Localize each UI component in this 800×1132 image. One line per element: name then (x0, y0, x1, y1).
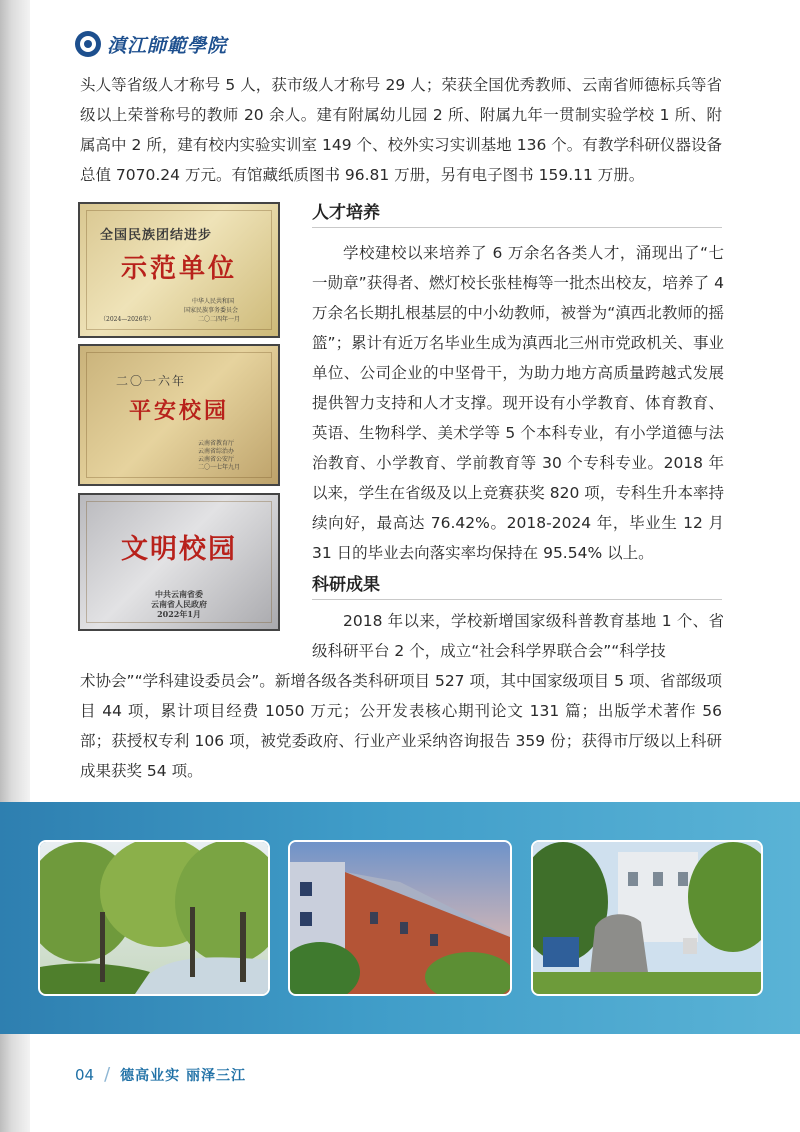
plaque-issuer: 中共云南省委 (155, 589, 203, 599)
campus-photo-stone-monument (531, 840, 763, 996)
plaque-date: 2022年1月 (157, 609, 201, 619)
footer-slogan: 德高业实 丽泽三江 (120, 1067, 247, 1084)
university-seal-icon (75, 31, 101, 57)
plaque-issuer: 中华人民共和国 (192, 298, 235, 305)
plaque-date: 二〇一七年九月 (198, 464, 241, 471)
plaque-date: 二〇二四年一月 (198, 316, 241, 323)
plaque-issuer: 云南省公安厅 (198, 456, 235, 463)
research-section-heading: 科研成果 (312, 570, 722, 600)
plaque-safe-campus (78, 344, 280, 486)
page-footer (75, 1064, 246, 1085)
plaque-title: 平安校园 (128, 398, 229, 424)
plaque-issuer: 云南省人民政府 (151, 599, 207, 609)
plaque-ethnic-unity (78, 202, 280, 338)
research-section-body-continued: 术协会”“学科建设委员会”。新增各级各类科研项目 527 项，其中国家级项目 5 项、省部级项目 44 项，累计项目经费 1050 万元；公开发表核心期刊论文 131 篇；出版学术著作 56 部；获授权专利 106 项，被党委政府、行业产业采纳咨询报告 359 份；获得市厅级以上科研成果获奖 54 项。 (80, 672, 722, 780)
university-logo-text: 滇江師範學院 (107, 34, 228, 57)
talent-section-body: 学校建校以来培养了 6 万余名各类人才，涌现出了“七一勋章”获得者、燃灯校长张桂梅等一批杰出校友，培养了 4 万余名长期扎根基层的中小幼教师，被誉为“滇西北教师的摇篮”；累计有近万名毕业生成为滇西北三州市党政机关、事业单位、公司企业的中坚骨干，为助力地方高质量跨越式发展提供智力支持和人才支撑。现开设有小学教育、体育教育、英语、生物科学、美术学等 5 个本科专业，有小学道德与法治教育、小学教育、学前教育等 30 个专科专业。2018 年以来，学生在省级及以上竞赛获奖 820 项，专科生升本率持续向好，最高达 76.42%。2018-2024 年，毕业生 12 月 31 日的毕业去向落实率均保持在 95.54% 以上。 (312, 244, 724, 562)
plaque-issuer: 云南省综治办 (198, 448, 235, 455)
plaque-title: 示范单位 (120, 254, 237, 284)
plaque-top-line: 全国民族团结进步 (100, 228, 213, 243)
plaque-title: 文明校园 (121, 534, 237, 565)
plaque-year: 二〇一六年 (116, 374, 187, 388)
research-section-body-start: 2018 年以来，学校新增国家级科普教育基地 1 个、省级科研平台 2 个，成立“社会科学界联合会”“科学技 (312, 612, 724, 660)
plaque-civilized-campus (78, 493, 280, 631)
plaque-period: （2024—2026年） (100, 316, 155, 323)
intro-paragraph: 头人等省级人才称号 5 人，获市级人才称号 29 人；荣获全国优秀教师、云南省师德标兵等省级以上荣誉称号的教师 20 余人。建有附属幼儿园 2 所、附属九年一贯制实验学校 1 所、附属高中 2 所，建有校内实验实训室 149 个、校外实习实训基地 136 个。有教学科研仪器设备总值 7070.24 万元。有馆藏纸质图书 96.81 万册，另有电子图书 159.11 万册。 (80, 76, 722, 184)
campus-photo-willow-path (38, 840, 270, 996)
talent-section-heading: 人才培养 (312, 198, 722, 228)
footer-divider: / (104, 1064, 111, 1085)
plaque-issuer: 云南省教育厅 (198, 440, 235, 447)
page-number: 04 (75, 1065, 95, 1084)
campus-photo-building (288, 840, 512, 996)
plaque-issuer: 国家民族事务委员会 (184, 307, 239, 314)
page-header (75, 28, 715, 60)
